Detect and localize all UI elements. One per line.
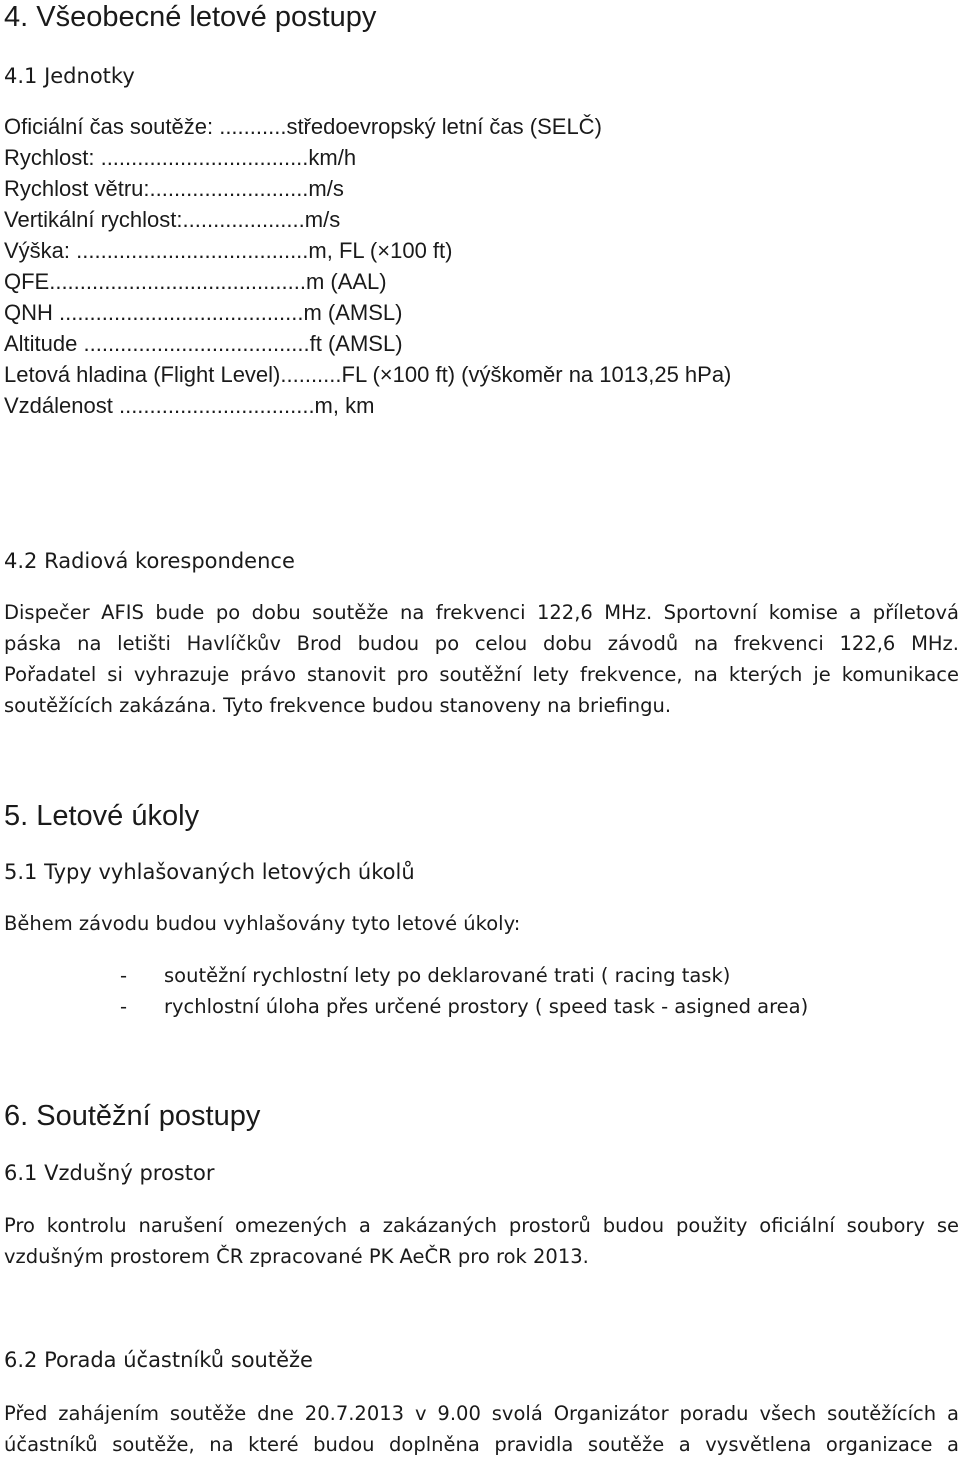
units-line: Výška: ......................................m, FL (×100 ft) (4, 238, 453, 263)
section-6-1-heading: 6.1 Vzdušný prostor (4, 1161, 215, 1185)
units-line: Letová hladina (Flight Level)..........FL (×100 ft) (výškoměr na 1013,25 hPa) (4, 362, 732, 387)
list-item-text: soutěžní rychlostní lety po deklarované trati ( racing task) (164, 964, 731, 987)
bullet-marker: - (120, 995, 128, 1018)
units-line: Vzdálenost ................................m, km (4, 393, 375, 418)
section-5-heading: 5. Letové úkoly (4, 800, 200, 832)
list-item (120, 961, 730, 991)
paragraph-line: soutěžících zakázána. Tyto frekvence budou stanoveny na briefingu. (4, 694, 672, 717)
section-4-1-heading: 4.1 Jednotky (4, 64, 135, 88)
radio-paragraph (4, 597, 959, 721)
paragraph-line: Před zahájením soutěže dne 20.7.2013 v 9.00 svolá Organizátor poradu všech soutěžících a (4, 1402, 959, 1425)
airspace-paragraph (4, 1210, 959, 1272)
units-line: Rychlost: ..................................km/h (4, 145, 357, 170)
bullet-marker: - (120, 964, 128, 987)
briefing-paragraph (4, 1398, 959, 1460)
paragraph-line: Pořadatel si vyhrazuje právo stanovit pro soutěžní lety frekvence, na kterých je komunikace (4, 663, 959, 686)
units-line: QFE..........................................m (AAL) (4, 269, 387, 294)
section-6-heading: 6. Soutěžní postupy (4, 1100, 261, 1132)
paragraph-line: účastníků soutěže, na které budou doplněna pravidla soutěže a vysvětlena organizace a (4, 1433, 959, 1456)
units-line: Vertikální rychlost:....................m/s (4, 207, 341, 232)
units-line: QNH ........................................m (AMSL) (4, 300, 403, 325)
units-line: Oficiální čas soutěže: ...........středoevropský letní čas (SELČ) (4, 114, 602, 139)
tasks-intro: Během závodu budou vyhlašovány tyto letové úkoly: (4, 912, 521, 935)
paragraph-line: vzdušným prostorem ČR zpracované PK AeČR pro rok 2013. (4, 1245, 589, 1268)
units-line: Rychlost větru:..........................m/s (4, 176, 344, 201)
units-line: Altitude .....................................ft (AMSL) (4, 331, 403, 356)
paragraph-line: páska na letišti Havlíčkův Brod budou po celou dobu závodů na frekvenci 122,6 MHz. (4, 632, 959, 655)
list-item-text: rychlostní úloha přes určené prostory ( speed task - asigned area) (164, 995, 809, 1018)
section-6-2-heading: 6.2 Porada účastníků soutěže (4, 1348, 313, 1372)
paragraph-line: Pro kontrolu narušení omezených a zakázaných prostorů budou použity oficiální soubory se (4, 1214, 959, 1237)
section-5-1-heading: 5.1 Typy vyhlašovaných letových úkolů (4, 860, 415, 884)
section-4-heading: 4. Všeobecné letové postupy (4, 1, 377, 33)
list-item (120, 992, 808, 1022)
section-4-2-heading: 4.2 Radiová korespondence (4, 549, 295, 573)
paragraph-line: Dispečer AFIS bude po dobu soutěže na frekvenci 122,6 MHz. Sportovní komise a příletová (4, 601, 959, 624)
